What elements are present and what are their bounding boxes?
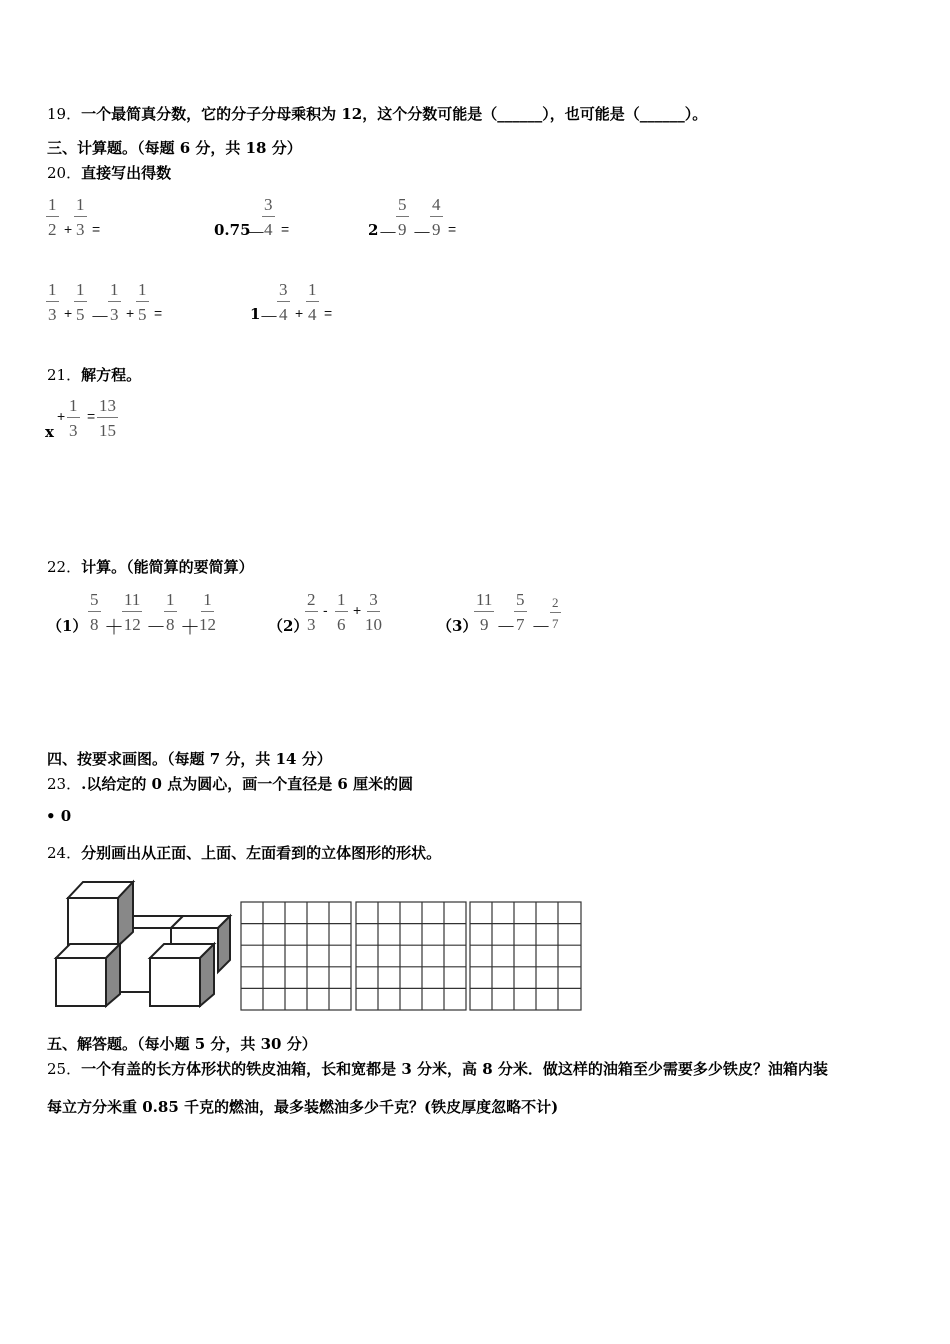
operator: － bbox=[378, 223, 398, 245]
operator: = bbox=[87, 408, 96, 424]
question-22 bbox=[47, 556, 254, 577]
question-number: 25． bbox=[47, 1060, 82, 1078]
drawing-grid-top bbox=[355, 901, 467, 1011]
section-title: 四、按要求画图。（每题 7 分，共 14 分） bbox=[47, 750, 332, 768]
question-number: 20． bbox=[47, 164, 82, 182]
operator: - bbox=[323, 602, 328, 618]
question-text: 直接写出得数 bbox=[81, 164, 172, 182]
fraction: $\frac{1}{3}$ bbox=[76, 195, 85, 239]
fraction: $\frac{1}{6}$ bbox=[337, 590, 346, 634]
operator: － bbox=[496, 617, 516, 639]
operator: = bbox=[92, 221, 101, 237]
fraction: $\frac{1}{8}$ bbox=[166, 590, 175, 634]
fraction: $\frac{5}{7}$ bbox=[516, 590, 525, 634]
drawing-grid-front bbox=[240, 901, 352, 1011]
operator: － bbox=[259, 307, 279, 329]
question-text: 一个最简真分数，它的分子分母乘积为 12，这个分数可能是（______），也可能是（______）。 bbox=[81, 105, 708, 123]
operator: － bbox=[531, 617, 551, 639]
question-25-continued: 每立方分米重 0.85 千克的燃油，最多装燃油多少千克？(铁皮厚度忽略不计) bbox=[47, 1098, 559, 1116]
fraction: $\frac{11}{9}$ bbox=[476, 590, 493, 634]
fraction: $\frac{1}{12}$ bbox=[199, 590, 216, 634]
fraction: $\frac{3}{10}$ bbox=[365, 590, 382, 634]
item-label: （3） bbox=[437, 617, 478, 635]
fraction: $\frac{1}{5}$ bbox=[138, 280, 147, 324]
question-text: .以给定的 0 点为圆心，画一个直径是 6 厘米的圆 bbox=[81, 775, 414, 793]
cube-figure bbox=[48, 876, 238, 1012]
fraction: $\frac{1}{3}$ bbox=[69, 396, 78, 440]
variable: x bbox=[45, 423, 54, 441]
operator: = bbox=[281, 221, 290, 237]
question-19 bbox=[47, 103, 707, 124]
fraction: $\frac{2}{7}$ bbox=[552, 595, 559, 631]
fraction: $\frac{13}{15}$ bbox=[99, 396, 116, 440]
item-label: （1） bbox=[47, 617, 88, 635]
number: 1 bbox=[250, 305, 261, 323]
question-24 bbox=[47, 842, 441, 863]
fraction: $\frac{4}{9}$ bbox=[432, 195, 441, 239]
fraction: $\frac{1}{2}$ bbox=[48, 195, 57, 239]
operator: － bbox=[246, 223, 266, 245]
question-text: 一个有盖的长方体形状的铁皮油箱，长和宽都是 3 分米，高 8 分米．做这样的油箱至少需要多少铁皮？油箱内装 bbox=[81, 1060, 828, 1078]
question-number: 24． bbox=[47, 844, 82, 862]
operator: － bbox=[146, 617, 166, 639]
question-text: 分别画出从正面、上面、左面看到的立体图形的形状。 bbox=[81, 844, 442, 862]
operator: = bbox=[324, 305, 333, 321]
number: 2 bbox=[368, 221, 379, 239]
operator: － bbox=[90, 307, 110, 329]
question-20 bbox=[47, 162, 171, 183]
fraction: $\frac{1}{3}$ bbox=[48, 280, 57, 324]
drawing-grid-left bbox=[469, 901, 582, 1011]
number: 0.75 bbox=[214, 221, 251, 239]
operator: + bbox=[353, 602, 362, 618]
operator: = bbox=[154, 305, 163, 321]
question-25 bbox=[47, 1058, 828, 1079]
question-21 bbox=[47, 364, 141, 385]
operator: = bbox=[448, 221, 457, 237]
operator: + bbox=[295, 305, 304, 321]
fraction: $\frac{1}{4}$ bbox=[308, 280, 317, 324]
question-number: 22． bbox=[47, 558, 82, 576]
fraction: $\frac{3}{4}$ bbox=[279, 280, 288, 324]
center-point-label: • 0 bbox=[46, 807, 72, 825]
operator: + bbox=[126, 305, 135, 321]
fraction: $\frac{1}{3}$ bbox=[110, 280, 119, 324]
operator: + bbox=[57, 408, 66, 424]
operator: + bbox=[64, 221, 73, 237]
section-title: 三、计算题。（每题 6 分，共 18 分） bbox=[47, 139, 302, 157]
question-text: 解方程。 bbox=[81, 366, 142, 384]
operator: + bbox=[64, 305, 73, 321]
operator: ＋ bbox=[104, 617, 124, 639]
fraction: $\frac{3}{4}$ bbox=[264, 195, 273, 239]
question-number: 23． bbox=[47, 775, 82, 793]
item-label: （2） bbox=[268, 617, 309, 635]
question-number: 19． bbox=[47, 105, 82, 123]
section-title: 五、解答题。（每小题 5 分，共 30 分） bbox=[47, 1035, 317, 1053]
fraction: $\frac{5}{8}$ bbox=[90, 590, 99, 634]
operator: ＋ bbox=[180, 617, 200, 639]
fraction: $\frac{5}{9}$ bbox=[398, 195, 407, 239]
fraction: $\frac{2}{3}$ bbox=[307, 590, 316, 634]
fraction: $\frac{11}{12}$ bbox=[123, 590, 141, 634]
question-23 bbox=[47, 773, 413, 794]
operator: － bbox=[412, 223, 432, 245]
fraction: $\frac{1}{5}$ bbox=[76, 280, 85, 324]
question-text: 计算。（能简算的要简算） bbox=[81, 558, 254, 576]
question-number: 21． bbox=[47, 366, 82, 384]
